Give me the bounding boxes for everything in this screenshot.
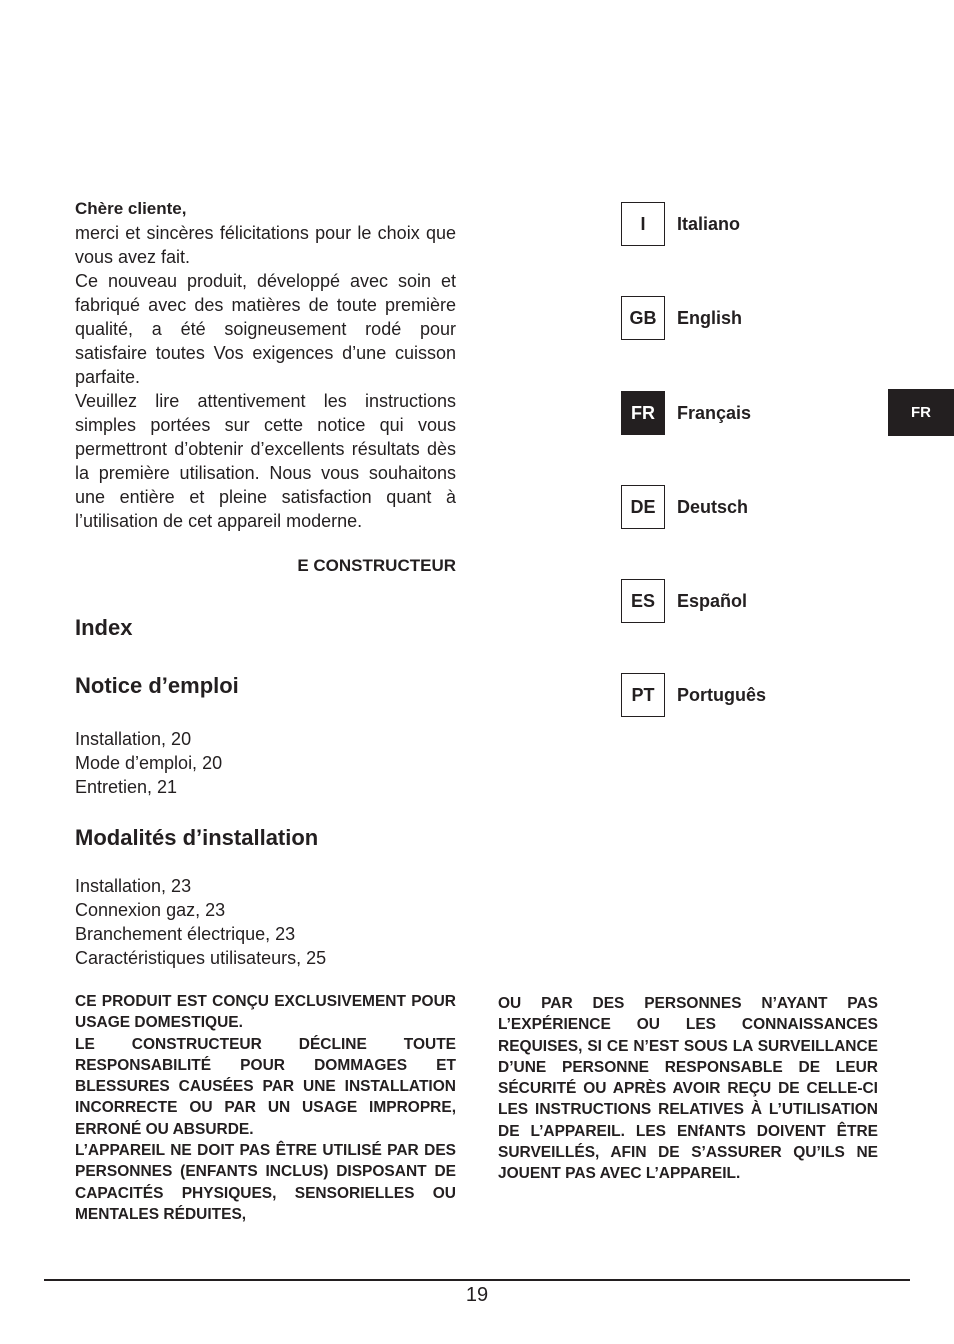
language-name: Italiano xyxy=(677,213,741,234)
page-number: 19 xyxy=(465,1284,489,1306)
language-name: Français xyxy=(677,402,752,423)
toc-item[interactable]: Entretien, 21 xyxy=(75,777,178,797)
language-code-box: GB xyxy=(621,296,665,340)
language-item-es[interactable] xyxy=(621,577,747,625)
language-item-fr[interactable] xyxy=(621,389,751,437)
intro-paragraph: merci et sincères félicitations pour le choix que vous avez fait. xyxy=(75,223,456,267)
language-code-box: I xyxy=(621,202,665,246)
language-code-box: ES xyxy=(621,579,665,623)
toc-item[interactable]: Installation, 20 xyxy=(75,729,192,749)
intro-paragraph: Ce nouveau produit, développé avec soin et fabriqué avec des matières de toute première qualité, a été soigneusement rodé pour satisfaire toutes Vos exigences d’une cuisson parfaite. xyxy=(75,271,456,387)
toc-item[interactable]: Mode d’emploi, 20 xyxy=(75,753,223,773)
language-item-gb[interactable] xyxy=(621,294,742,342)
language-item-pt[interactable] xyxy=(621,671,766,719)
index-title: Index xyxy=(75,615,133,640)
toc-list-installation xyxy=(75,874,326,970)
intro-paragraph: Veuillez lire attentivement les instructions simples portées sur cette notice qui vous permettront d’obtenir d’excellents résultats dès la première utilisation. Nous vous souhaitons une entière et pleine satisfaction quant à l’utilisation de cet appareil moderne. xyxy=(75,391,456,531)
toc-item[interactable]: Branchement électrique, 23 xyxy=(75,924,296,944)
greeting: Chère cliente, xyxy=(75,199,187,218)
section-title-notice: Notice d’emploi xyxy=(75,673,239,698)
warning-paragraph: OU PAR DES PERSONNES N’AYANT PAS L’EXPÉRIENCE OU LES CONNAISSANCES REQUISES, SI CE N’EST SOUS LA SURVEILLANCE D’UNE PERSONNE RESPONSABLE DE LEUR SÉCURITÉ OU APRÈS AVOIR REÇU DE CELLE-CI LES INSTRUCTIONS RELATIVES À L’UTILISATION DE L’APPAREIL. LES ENfANTS DOIVENT ÊTRE SURVEILLÉS, AFIN DE S’ASSURER QU’ILS NE JOUENT PAS AVEC L’APPAREIL. xyxy=(498,995,878,1183)
language-name: Português xyxy=(677,684,767,705)
language-item-de[interactable] xyxy=(621,483,748,531)
warning-paragraph: LE CONSTRUCTEUR DÉCLINE TOUTE RESPONSABILITÉ POUR DOMMAGES ET BLESSURES CAUSÉES PAR UNE INSTALLATION INCORRECTE OU PAR UN USAGE IMPROPRE, ERRONÉ OU ABSURDE. xyxy=(75,1035,456,1138)
intro-letter xyxy=(75,197,456,533)
signature: E CONSTRUCTEUR xyxy=(297,556,456,575)
footer-divider xyxy=(44,1279,910,1281)
safety-warning-right xyxy=(498,993,878,1185)
warning-paragraph: L’APPAREIL NE DOIT PAS ÊTRE UTILISÉ PAR DES PERSONNES (ENFANTS INCLUS) DISPOSANT DE CAPACITÉS PHYSIQUES, SENSORIELLES OU MENTALES RÉDUITES, xyxy=(75,1142,456,1223)
language-code-box: PT xyxy=(621,673,665,717)
side-language-tab: FR xyxy=(888,389,954,436)
language-item-it[interactable] xyxy=(621,200,740,248)
toc-item[interactable]: Installation, 23 xyxy=(75,876,192,896)
toc-list-notice xyxy=(75,727,222,799)
language-code-box: DE xyxy=(621,485,665,529)
safety-warning-left xyxy=(75,991,456,1225)
language-name: Deutsch xyxy=(677,496,749,517)
language-code-box-active: FR xyxy=(621,391,665,435)
language-name: Español xyxy=(677,590,748,611)
warning-paragraph: CE PRODUIT EST CONÇU EXCLUSIVEMENT POUR USAGE DOMESTIQUE. xyxy=(75,993,456,1032)
language-name: English xyxy=(677,307,743,328)
toc-item[interactable]: Caractéristiques utilisateurs, 25 xyxy=(75,948,327,968)
toc-item[interactable]: Connexion gaz, 23 xyxy=(75,900,226,920)
section-title-installation: Modalités d’installation xyxy=(75,825,319,850)
